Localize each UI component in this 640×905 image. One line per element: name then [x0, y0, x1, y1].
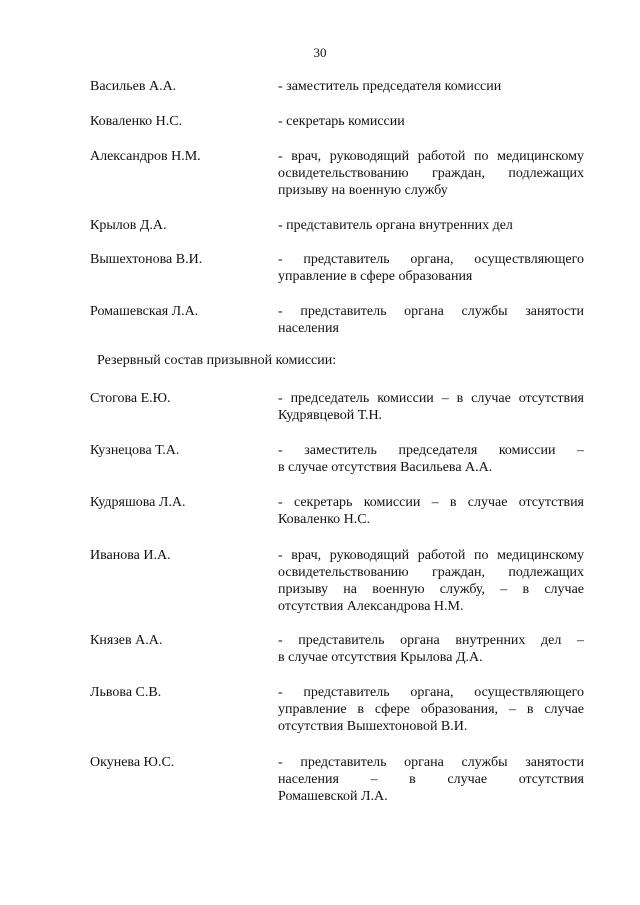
member-role-line: - заместитель председателя комиссии – — [278, 443, 584, 458]
member-role — [278, 754, 584, 805]
member-role-line: - врач, руководящий работой по медицинскому — [278, 548, 584, 563]
member-name: Стогова Е.Ю. — [90, 391, 171, 406]
member-role-line: призыву на военную службу, – в случае — [278, 582, 584, 597]
member-role-line: Коваленко Н.С. — [278, 512, 371, 527]
member-role-line: населения — [278, 321, 339, 336]
member-role-line: отсутствия Вышехтоновой В.И. — [278, 719, 468, 734]
member-role-line: в случае отсутствия Крылова Д.А. — [278, 650, 483, 665]
member-role — [278, 78, 584, 95]
member-role-line: - представитель органа внутренних дел — [278, 218, 513, 233]
member-name: Александров Н.М. — [90, 149, 201, 164]
member-name: Коваленко Н.С. — [90, 114, 183, 129]
member-name: Кудряшова Л.А. — [90, 495, 186, 510]
member-role — [278, 684, 584, 735]
member-role-line: - врач, руководящий работой по медицинскому — [278, 149, 584, 164]
member-role-line: - представитель органа внутренних дел – — [278, 633, 584, 648]
member-role — [278, 113, 584, 130]
member-role — [278, 442, 584, 476]
member-name: Вышехтонова В.И. — [90, 252, 203, 267]
member-role-line: управление в сфере образования — [278, 269, 473, 284]
member-name: Кузнецова Т.А. — [90, 443, 180, 458]
member-role-line: - представитель органа службы занятости — [278, 755, 584, 770]
member-role-line: - представитель органа, осуществляющего — [278, 252, 584, 267]
member-role-line: освидетельствованию граждан, подлежащих — [278, 166, 584, 181]
member-role — [278, 390, 584, 424]
member-role-line: населения – в случае отсутствия — [278, 772, 584, 787]
member-role — [278, 251, 584, 285]
member-role-line: в случае отсутствия Васильева А.А. — [278, 460, 493, 475]
member-name: Васильев А.А. — [90, 79, 177, 94]
member-role-line: управление в сфере образования, – в случае — [278, 702, 584, 717]
member-name: Ромашевская Л.А. — [90, 304, 199, 319]
member-role-line: Кудрявцевой Т.Н. — [278, 408, 383, 423]
member-role-line: - представитель органа службы занятости — [278, 304, 584, 319]
page-number: 30 — [313, 45, 327, 60]
member-role — [278, 632, 584, 666]
member-role — [278, 217, 584, 234]
reserve-heading: Резервный состав призывной комиссии: — [97, 353, 337, 368]
member-role — [278, 303, 584, 337]
member-role-line: - секретарь комиссии — [278, 114, 405, 129]
member-role-line: - секретарь комиссии – в случае отсутствия — [278, 495, 584, 510]
member-role-line: - председатель комиссии – в случае отсутствия — [278, 391, 584, 406]
member-role-line: призыву на военную службу — [278, 183, 448, 198]
member-name: Крылов Д.А. — [90, 218, 167, 233]
member-role — [278, 494, 584, 528]
member-role-line: Ромашевской Л.А. — [278, 789, 388, 804]
member-role — [278, 547, 584, 615]
member-role-line: освидетельствованию граждан, подлежащих — [278, 565, 584, 580]
member-role-line: - заместитель председателя комиссии — [278, 79, 502, 94]
member-name: Иванова И.А. — [90, 548, 171, 563]
member-role-line: - представитель органа, осуществляющего — [278, 685, 584, 700]
member-name: Князев А.А. — [90, 633, 163, 648]
member-name: Львова С.В. — [90, 685, 162, 700]
member-role-line: отсутствия Александрова Н.М. — [278, 599, 464, 614]
member-role — [278, 148, 584, 199]
member-name: Окунева Ю.С. — [90, 755, 175, 770]
